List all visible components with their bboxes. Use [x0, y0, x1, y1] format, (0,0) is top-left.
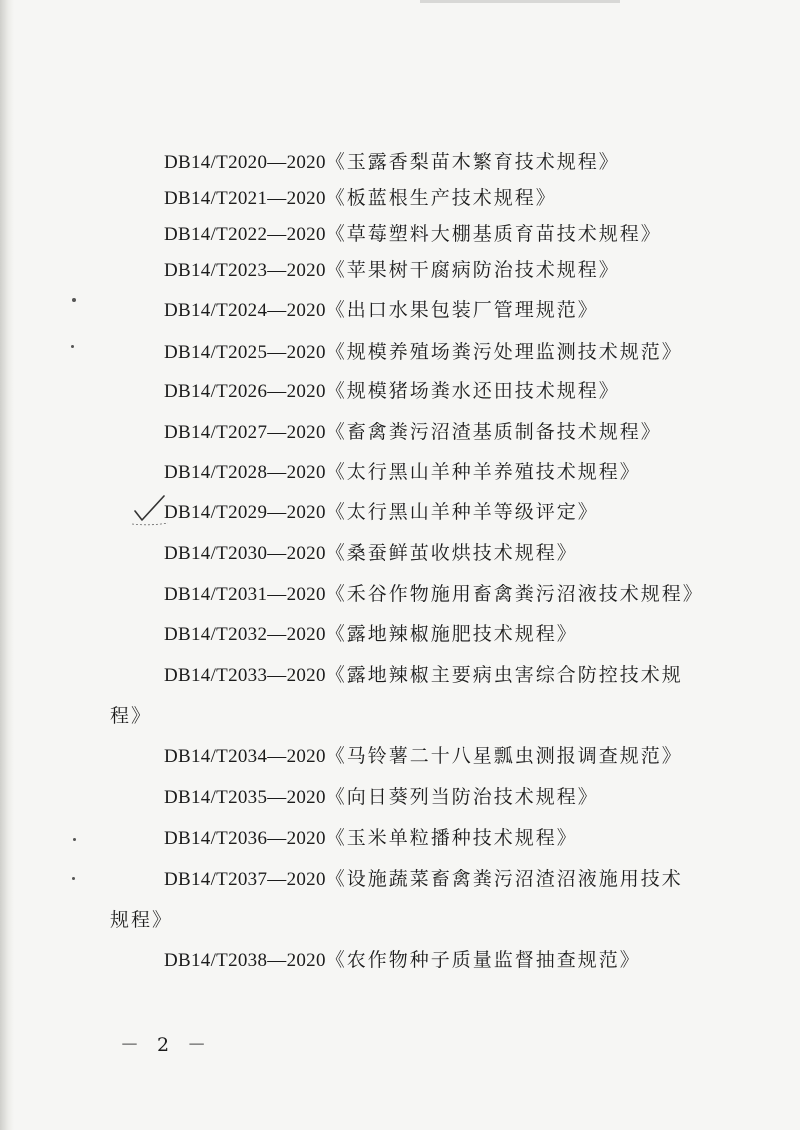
- list-item-continuation: 规程》: [110, 909, 174, 931]
- handwritten-checkmark-icon: [132, 493, 168, 527]
- list-item: DB14/T2021—2020《板蓝根生产技术规程》: [164, 187, 557, 209]
- scan-speck: [72, 298, 76, 302]
- list-item: DB14/T2027—2020《畜禽粪污沼渣基质制备技术规程》: [164, 421, 662, 443]
- list-item: DB14/T2035—2020《向日葵列当防治技术规程》: [164, 786, 599, 808]
- list-item: DB14/T2028—2020《太行黑山羊种羊养殖技术规程》: [164, 461, 641, 483]
- list-item: DB14/T2038—2020《农作物种子质量监督抽查规范》: [164, 949, 641, 971]
- list-item: DB14/T2029—2020《太行黑山羊种羊等级评定》: [164, 501, 599, 523]
- list-item: DB14/T2024—2020《出口水果包装厂管理规范》: [164, 299, 599, 321]
- scan-speck: [71, 345, 74, 348]
- list-item: DB14/T2032—2020《露地辣椒施肥技术规程》: [164, 623, 578, 645]
- scan-speck: [73, 838, 76, 841]
- list-item-continuation: 程》: [110, 705, 153, 727]
- list-item: DB14/T2037—2020《设施蔬菜畜禽粪污沼渣沼液施用技术: [164, 868, 683, 890]
- list-item: DB14/T2025—2020《规模养殖场粪污处理监测技术规范》: [164, 341, 683, 363]
- list-item: DB14/T2036—2020《玉米单粒播种技术规程》: [164, 827, 578, 849]
- scan-speck: [72, 877, 75, 880]
- page-number: － 2 －: [120, 1034, 213, 1056]
- list-item: DB14/T2030—2020《桑蚕鲜茧收烘技术规程》: [164, 542, 578, 564]
- list-item: DB14/T2031—2020《禾谷作物施用畜禽粪污沼液技术规程》: [164, 583, 704, 605]
- list-item: DB14/T2026—2020《规模猪场粪水还田技术规程》: [164, 380, 620, 402]
- list-item: DB14/T2033—2020《露地辣椒主要病虫害综合防控技术规: [164, 664, 683, 686]
- list-item: DB14/T2034—2020《马铃薯二十八星瓢虫测报调查规范》: [164, 745, 683, 767]
- list-item: DB14/T2023—2020《苹果树干腐病防治技术规程》: [164, 259, 620, 281]
- list-item: DB14/T2020—2020《玉露香梨苗木繁育技术规程》: [164, 151, 620, 173]
- list-item: DB14/T2022—2020《草莓塑料大棚基质育苗技术规程》: [164, 223, 662, 245]
